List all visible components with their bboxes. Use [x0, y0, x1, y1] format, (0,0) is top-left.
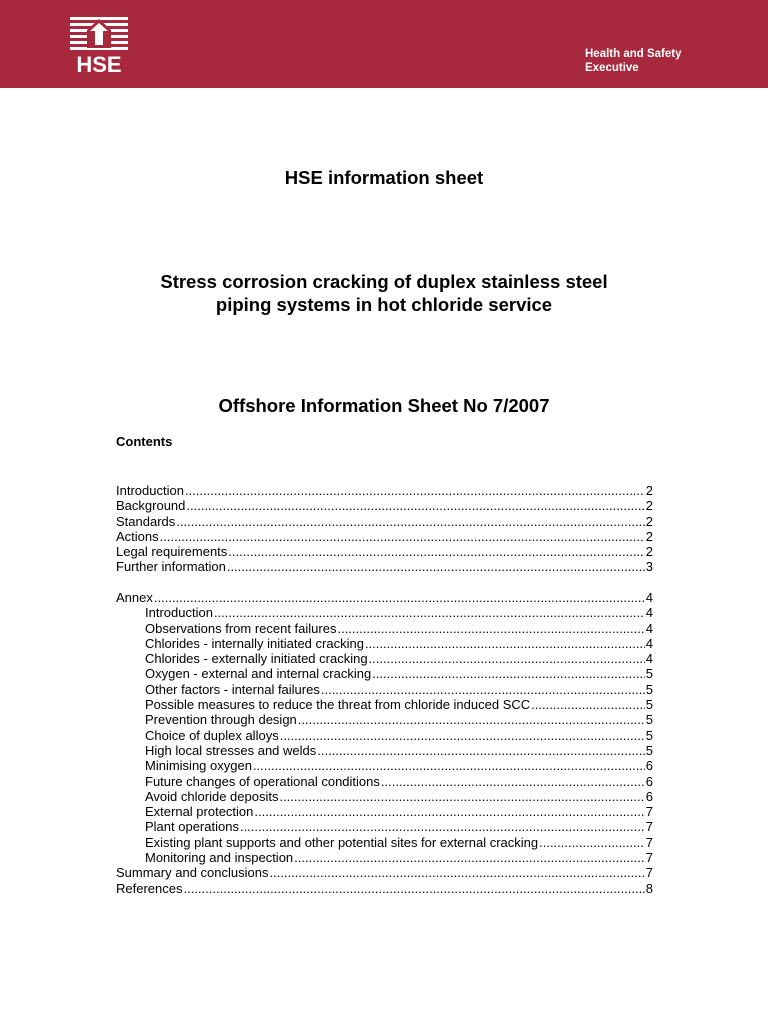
toc-dot-leader: [317, 743, 645, 758]
toc-entry-page: 5: [645, 666, 653, 682]
toc-entry[interactable]: [116, 651, 653, 666]
toc-dot-leader: [280, 728, 645, 743]
toc-entry-title: Observations from recent failures: [145, 620, 337, 636]
toc-entry-title: Future changes of operational conditions: [145, 773, 380, 789]
contents-heading: Contents: [116, 434, 173, 449]
toc-entry-page: 5: [645, 681, 653, 697]
toc-entry[interactable]: [116, 514, 653, 529]
toc-entry-title: Further information: [116, 559, 226, 575]
header-band: [0, 0, 768, 88]
document-title: [0, 270, 768, 316]
toc-entry-page: 6: [645, 788, 653, 804]
toc-entry[interactable]: [116, 682, 653, 697]
toc-entry-title: Chlorides - externally initiated cracking: [145, 651, 368, 667]
toc-entry[interactable]: [116, 529, 653, 544]
toc-entry[interactable]: [116, 819, 653, 834]
toc-entry-page: 7: [645, 804, 653, 820]
toc-entry-title: Existing plant supports and other potential sites for external cracking: [145, 834, 539, 850]
toc-entry-title: Choice of duplex alloys: [145, 727, 279, 743]
toc-entry-page: 2: [645, 544, 653, 560]
organisation-name: [585, 47, 682, 75]
toc-dot-leader: [381, 774, 645, 789]
toc-entry[interactable]: [116, 559, 653, 574]
toc-dot-leader: [539, 835, 645, 850]
sheet-number: Offshore Information Sheet No 7/2007: [218, 395, 550, 416]
toc-entry-page: 4: [645, 605, 653, 621]
toc-entry-title: Prevention through design: [145, 712, 297, 728]
toc-annex-list: [116, 590, 653, 896]
toc-dot-leader: [176, 514, 645, 529]
toc-entry-title: Chlorides - internally initiated cracking: [145, 635, 364, 651]
toc-dot-leader: [254, 804, 644, 819]
toc-entry-page: 6: [645, 773, 653, 789]
toc-entry-title: References: [116, 880, 183, 896]
toc-dot-leader: [298, 712, 645, 727]
toc-dot-leader: [365, 636, 645, 651]
toc-entry-title: High local stresses and welds: [145, 742, 317, 758]
toc-entry[interactable]: [116, 865, 653, 880]
toc-entry-page: 5: [645, 727, 653, 743]
toc-entry-page: 4: [645, 635, 653, 651]
toc-entry[interactable]: [116, 636, 653, 651]
toc-entry[interactable]: [116, 712, 653, 727]
toc-entry-title: Possible measures to reduce the threat from chloride induced SCC: [145, 697, 531, 713]
sheet-label: HSE information sheet: [284, 167, 484, 188]
toc-dot-leader: [531, 697, 645, 712]
toc-dot-leader: [294, 850, 645, 865]
toc-entry-title: Introduction: [145, 605, 213, 621]
toc-entry[interactable]: [116, 498, 653, 513]
toc-entry[interactable]: [116, 835, 653, 850]
toc-entry-page: 7: [645, 865, 653, 881]
toc-entry[interactable]: [116, 621, 653, 636]
toc-entry[interactable]: [116, 789, 653, 804]
toc-entry-title: Avoid chloride deposits: [145, 788, 279, 804]
toc-entry-title: Legal requirements: [116, 544, 228, 560]
toc-dot-leader: [227, 559, 645, 574]
toc-entry-page: 2: [645, 483, 653, 498]
toc-entry-title: Background: [116, 498, 186, 514]
toc-dot-leader: [253, 758, 645, 773]
toc-entry-page: 2: [645, 498, 653, 514]
toc-dot-leader: [321, 682, 645, 697]
toc-entry-page: 7: [645, 834, 653, 850]
toc-dot-leader: [160, 529, 645, 544]
toc-entry-title: Other factors - internal failures: [145, 681, 320, 697]
toc-entry-title: Standards: [116, 513, 176, 529]
toc-entry[interactable]: [116, 605, 653, 620]
toc-entry-page: 8: [645, 880, 653, 896]
toc-dot-leader: [279, 789, 644, 804]
toc-entry-title: Monitoring and inspection: [145, 850, 294, 866]
toc-entry[interactable]: [116, 483, 653, 498]
title-line1: Stress corrosion cracking of duplex stainless steel: [160, 271, 608, 292]
toc-entry[interactable]: [116, 850, 653, 865]
toc-entry[interactable]: [116, 743, 653, 758]
org-name-line1: Health and Safety: [585, 48, 682, 60]
toc-main-list: [116, 483, 653, 575]
toc-dot-leader: [372, 666, 645, 681]
toc-entry-page: 5: [645, 742, 653, 758]
toc-entry[interactable]: [116, 666, 653, 681]
toc-entry-page: 4: [645, 651, 653, 667]
toc-entry-page: 5: [645, 697, 653, 713]
toc-entry[interactable]: [116, 544, 653, 559]
toc-dot-leader: [240, 819, 645, 834]
toc-entry-page: 2: [645, 528, 653, 544]
toc-entry[interactable]: [116, 804, 653, 819]
toc-dot-leader: [186, 498, 644, 513]
toc-dot-leader: [154, 590, 645, 605]
toc-entry-title: Annex: [116, 590, 153, 605]
toc-entry-page: 3: [645, 559, 653, 575]
org-name-line2: Executive: [585, 62, 639, 74]
toc-entry[interactable]: [116, 774, 653, 789]
toc-entry-title: Minimising oxygen: [145, 758, 252, 774]
title-line2: piping systems in hot chloride service: [215, 294, 553, 315]
toc-entry[interactable]: [116, 697, 653, 712]
toc-dot-leader: [337, 621, 644, 636]
toc-dot-leader: [269, 865, 644, 880]
toc-entry-title: Summary and conclusions: [116, 865, 269, 881]
toc-entry-title: Plant operations: [145, 819, 239, 835]
toc-entry-title: External protection: [145, 804, 254, 820]
toc-dot-leader: [183, 881, 644, 896]
toc-entry-title: Actions: [116, 528, 159, 544]
toc-entry-page: 5: [645, 712, 653, 728]
toc-entry-title: Oxygen - external and internal cracking: [145, 666, 372, 682]
toc-entry-page: 7: [645, 850, 653, 866]
toc-entry[interactable]: [116, 758, 653, 773]
toc-dot-leader: [185, 483, 645, 498]
toc-entry-page: 4: [645, 590, 653, 605]
toc-entry-title: Introduction: [116, 483, 184, 498]
hse-logo: [69, 16, 129, 74]
toc-entry-page: 4: [645, 620, 653, 636]
toc-entry-page: 7: [645, 819, 653, 835]
toc-entry-page: 6: [645, 758, 653, 774]
toc-entry[interactable]: [116, 590, 653, 605]
toc-entry-page: 2: [645, 513, 653, 529]
toc-dot-leader: [214, 605, 645, 620]
toc-dot-leader: [228, 544, 644, 559]
toc-dot-leader: [369, 651, 645, 666]
logo-text: HSE: [76, 52, 122, 74]
toc-entry[interactable]: [116, 881, 653, 896]
toc-entry[interactable]: [116, 728, 653, 743]
